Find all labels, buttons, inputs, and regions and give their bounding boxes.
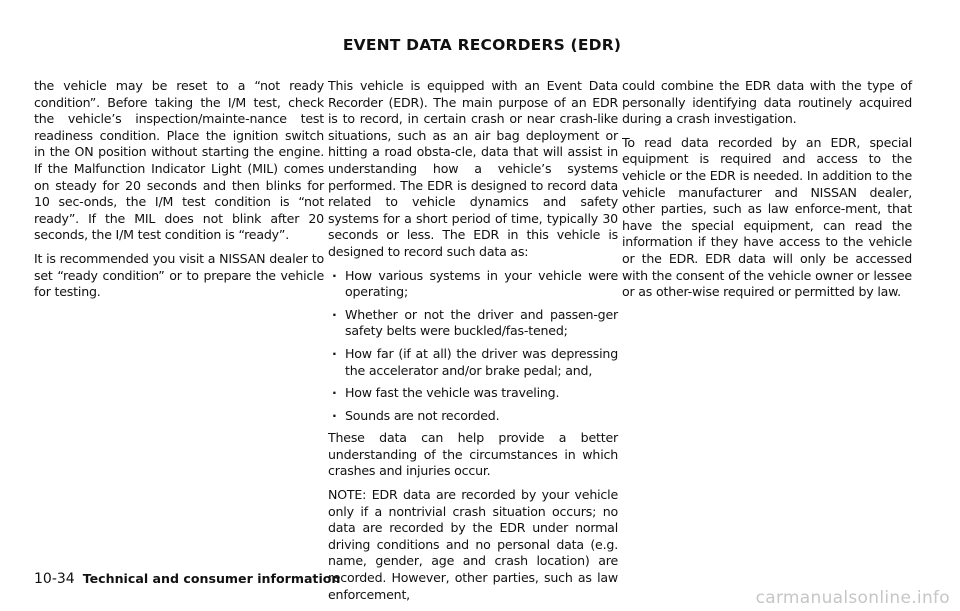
watermark-text: carmanualsonline.info (755, 588, 950, 608)
paragraph: It is recommended you visit a NISSAN dealer to set “ready condition” or to prepare the vehicle for testing. (34, 250, 324, 300)
paragraph: could combine the EDR data with the type of personally identifying data routinely acquired during a crash investigation. (622, 78, 912, 127)
bullet-list (328, 268, 618, 425)
column-middle (328, 78, 618, 610)
column-right (622, 78, 912, 308)
paragraph: These data can help provide a better understanding of the circumstances in which crashes and injuries occur. (328, 430, 618, 479)
section-title: EVENT DATA RECORDERS (EDR) (342, 36, 622, 54)
paragraph: the vehicle may be reset to a “not ready condition”. Before taking the I/M test, check the vehicle’s inspection/mainte-nance test readiness condition. Place the ignition switch in the ON position without starting the engine. If the Malfunction Indicator Light (MIL) comes on steady for 20 seconds and then blinks for 10 sec-onds, the I/M test condition is “not ready”. If the MIL does not blink after 20 seconds, the I/M test condition is “ready”. (34, 78, 324, 243)
page-footer (34, 571, 340, 587)
list-item: . Sounds are not recorded. (328, 408, 618, 425)
column-left (34, 78, 324, 308)
page-number: 10-34 (34, 571, 75, 587)
list-item: . How various systems in your vehicle were operating; (328, 268, 618, 301)
paragraph: This vehicle is equipped with an Event Data Recorder (EDR). The main purpose of an EDR is to record, in certain crash or near crash-like situations, such as an air bag deployment or hitting a road obsta-cle, data that will assist in understanding how a vehicle’s systems performed. The EDR is designed to record data related to vehicle dynamics and safety systems for a short period of time, typically 30 seconds or less. The EDR in this vehicle is designed to record such data as: (328, 78, 618, 259)
paragraph: NOTE: EDR data are recorded by your vehicle only if a nontrivial crash situation occurs; no data are recorded by the EDR under normal driving conditions and no personal data (e.g. name, gender, age and crash location) are recorded. However, other parties, such as law enforcement, (328, 487, 618, 602)
list-item: . How far (if at all) the driver was depressing the accelerator and/or brake pedal; and, (328, 346, 618, 379)
list-item: . Whether or not the driver and passen-ger safety belts were buckled/fas-tened; (328, 307, 618, 340)
paragraph: To read data recorded by an EDR, special equipment is required and access to the vehicle or the EDR is needed. In addition to the vehicle manufacturer and NISSAN dealer, other parties, such as law enforce-ment, that have the special equipment, can read the information if they have access to the vehicle or the EDR. EDR data will only be accessed with the consent of the vehicle owner or lessee or as other-wise required or permitted by law. (622, 134, 912, 300)
list-item: . How fast the vehicle was traveling. (328, 385, 618, 402)
footer-section-title: Technical and consumer information (82, 571, 341, 586)
